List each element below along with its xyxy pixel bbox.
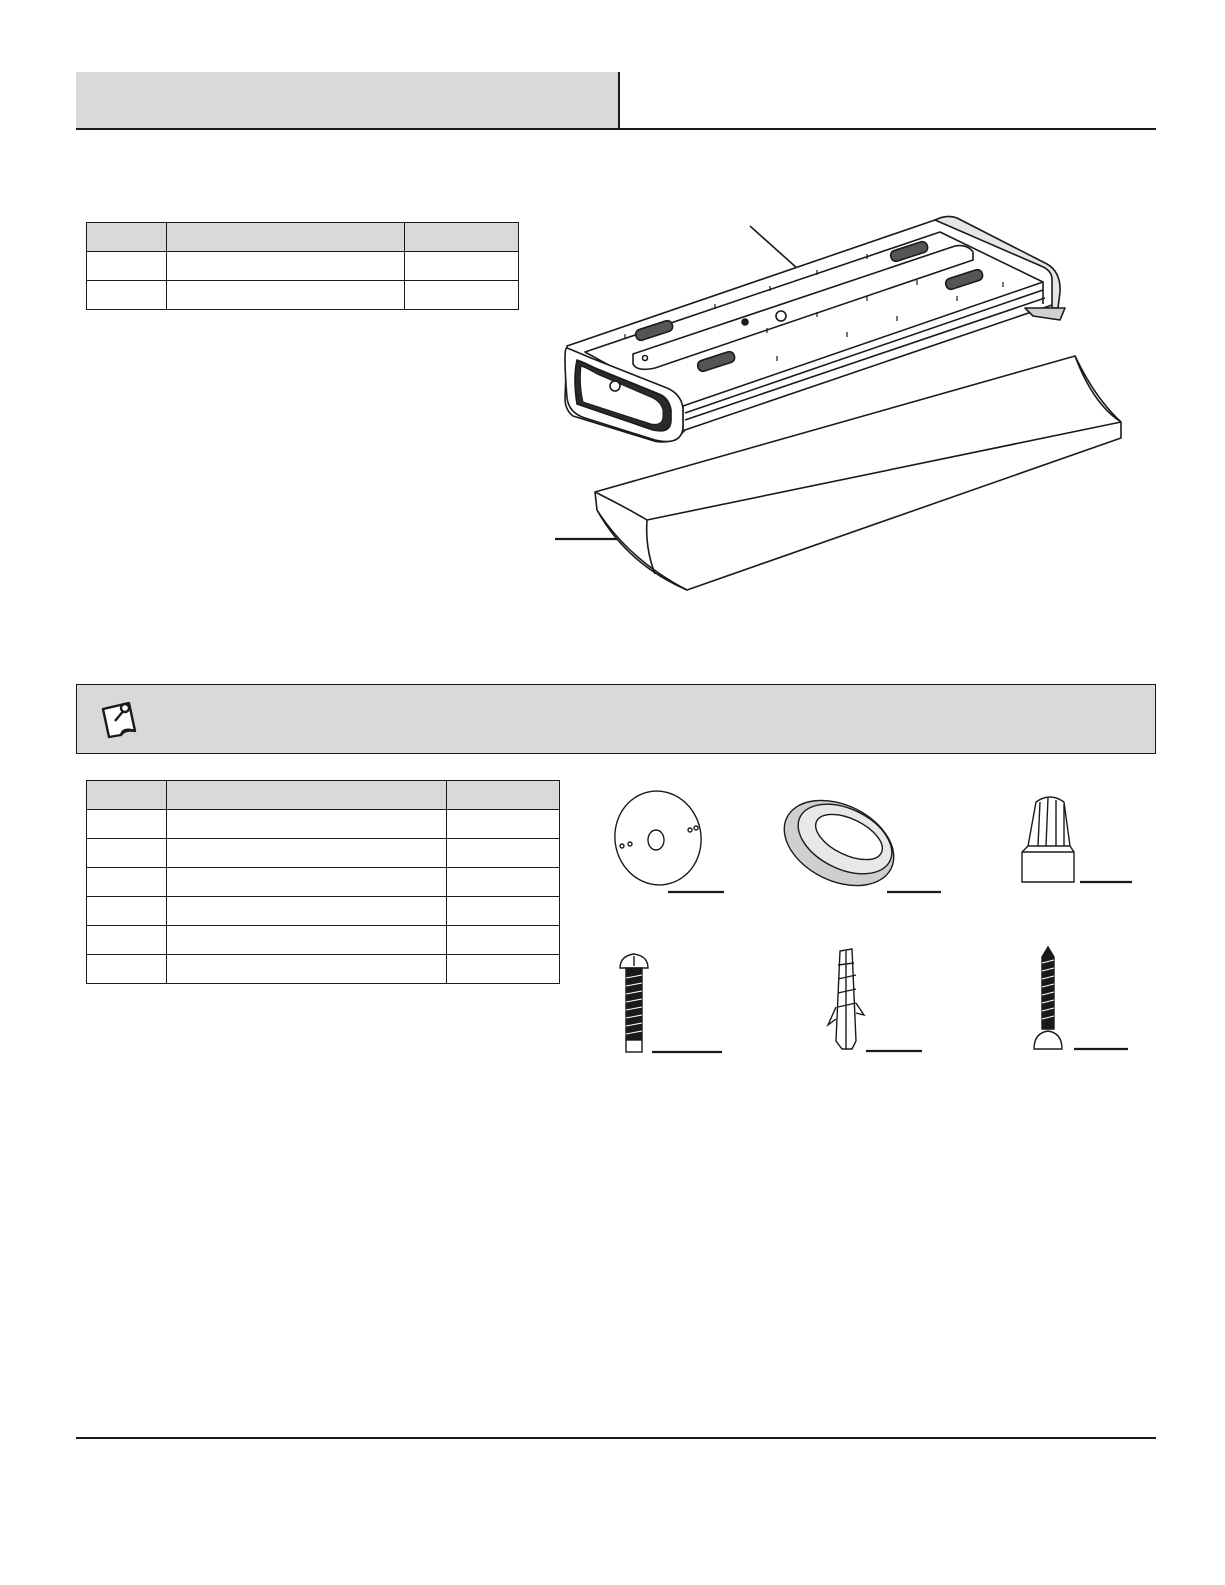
wall-anchor-icon [824, 945, 944, 1060]
table-row [87, 868, 560, 897]
cell-description [167, 926, 447, 955]
cell-quantity [447, 839, 560, 868]
table-row [87, 252, 519, 281]
header-quantity [447, 781, 560, 810]
wood-screw-icon [1032, 945, 1142, 1060]
cell-part [87, 868, 167, 897]
cell-quantity [447, 810, 560, 839]
package-contents-table [86, 222, 519, 310]
note-pad-icon [95, 695, 143, 743]
header-description [167, 223, 405, 252]
cell-part [87, 926, 167, 955]
cell-part [87, 839, 167, 868]
table-row [87, 926, 560, 955]
cell-description [167, 281, 405, 310]
cell-description [167, 810, 447, 839]
header-band [76, 72, 620, 129]
table-row [87, 839, 560, 868]
cell-quantity [447, 926, 560, 955]
table-header-row [87, 781, 560, 810]
header-description [167, 781, 447, 810]
cell-part [87, 810, 167, 839]
cell-quantity [447, 897, 560, 926]
hardware-contents-table [86, 780, 560, 984]
cell-description [167, 868, 447, 897]
note-bar [76, 684, 1156, 754]
mounting-plate-icon [610, 790, 730, 900]
cell-part [87, 897, 167, 926]
rubber-gasket-icon [777, 795, 947, 905]
cell-description [167, 839, 447, 868]
cell-quantity [405, 252, 519, 281]
cell-part [87, 281, 167, 310]
wire-nut-icon [1020, 790, 1150, 900]
table-row [87, 281, 519, 310]
cell-part [87, 252, 167, 281]
cell-quantity [405, 281, 519, 310]
cell-description [167, 955, 447, 984]
table-header-row [87, 223, 519, 252]
table-row [87, 897, 560, 926]
header-part [87, 223, 167, 252]
cell-description [167, 252, 405, 281]
light-fixture-diagram [555, 208, 1155, 608]
table-row [87, 810, 560, 839]
footer-rule [76, 1437, 1156, 1439]
cell-quantity [447, 955, 560, 984]
machine-screw-icon [616, 950, 736, 1060]
cell-description [167, 897, 447, 926]
cell-quantity [447, 868, 560, 897]
header-part [87, 781, 167, 810]
header-quantity [405, 223, 519, 252]
cell-part [87, 955, 167, 984]
header-rule [76, 128, 1156, 130]
table-row [87, 955, 560, 984]
